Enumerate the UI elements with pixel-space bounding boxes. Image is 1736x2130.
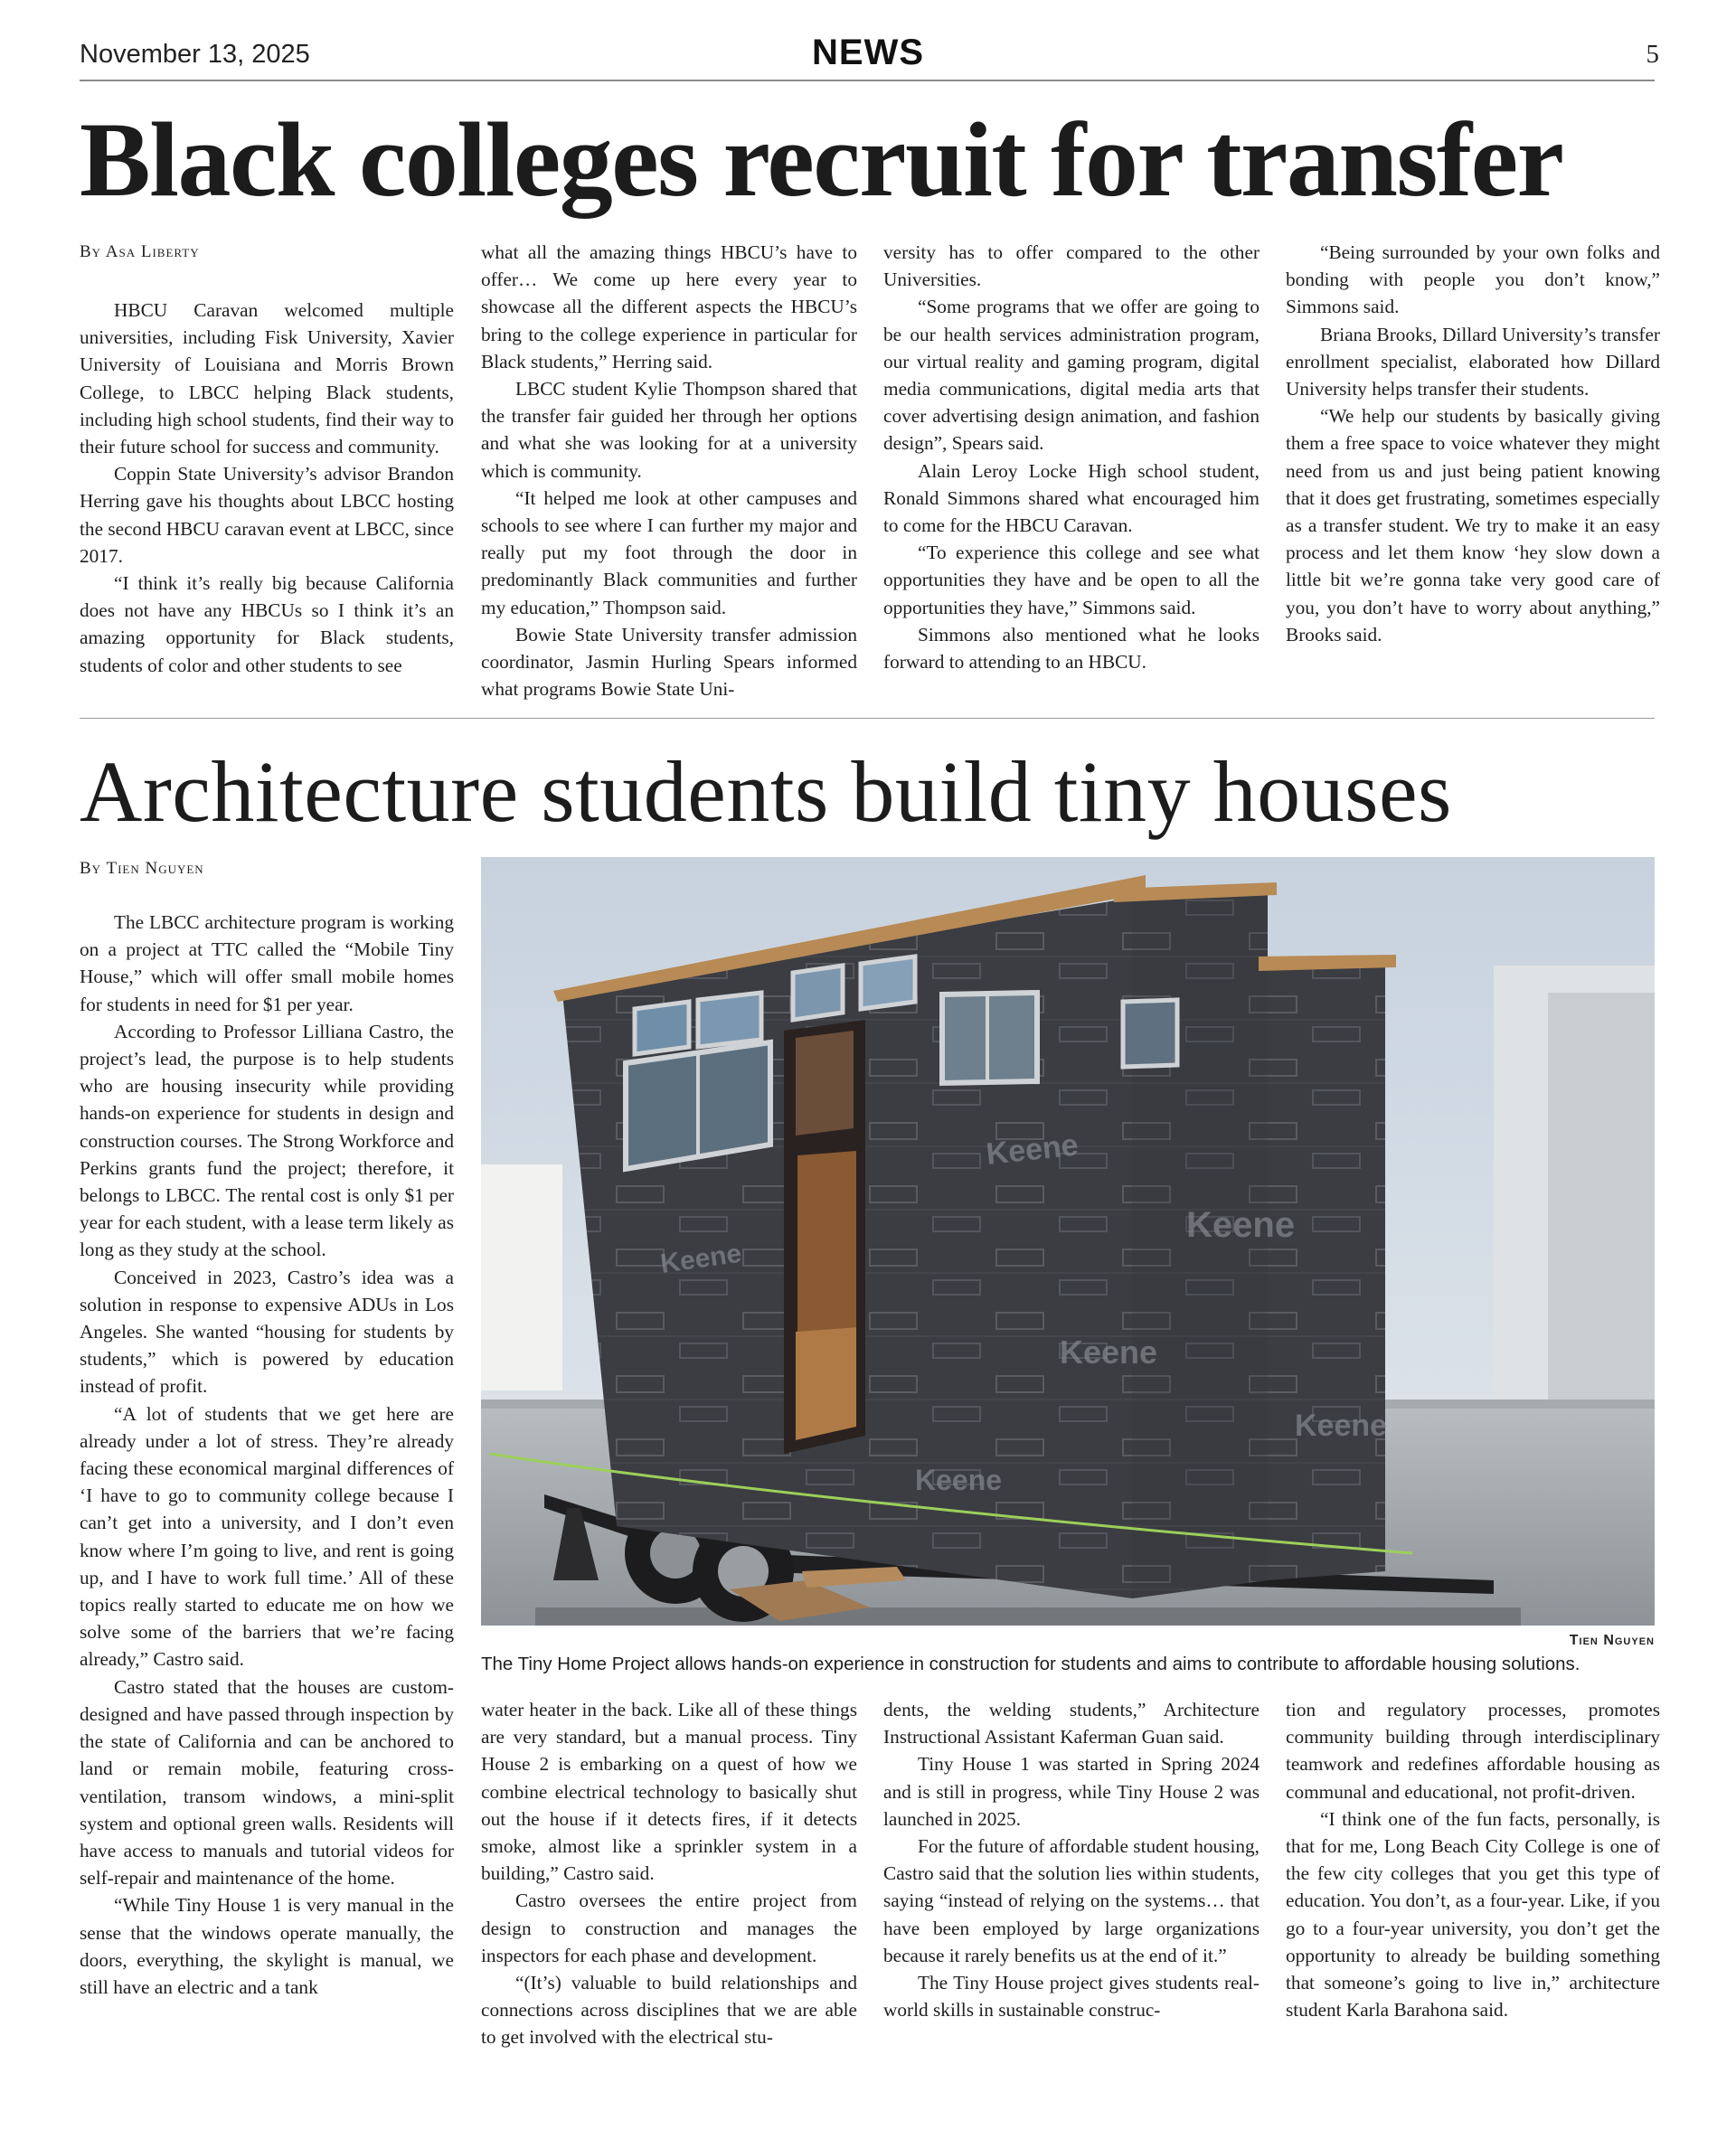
photo-credit: Tien Nguyen bbox=[1569, 1633, 1655, 1648]
paragraph: “I think one of the fun facts, personally, is that for me, Long Beach City College is one of the few city colleges that you get this type of education. You don’t, as a four-year. Like, if you go to a four-year university, you don’t get the opportunity to already be building something that someone’s going to live in,” architecture student Karla Barahona said. bbox=[1286, 1807, 1660, 2022]
paragraph: Conceived in 2023, Castro’s idea was a solution in response to expensive ADUs in Los Angeles. She wanted “housing for students by students,” which is powered by education instead of profit. bbox=[80, 1266, 454, 1398]
paragraph: The Tiny House project gives students real-world skills in sustainable construc- bbox=[883, 1972, 1260, 2022]
wrap-brand-label: Keene bbox=[1295, 1409, 1388, 1443]
wrap-brand-label: Keene bbox=[984, 1127, 1080, 1172]
paragraph: HBCU Caravan welcomed multiple universities, including Fisk University, Xavier University of Louisiana and Morris Brown College, to LBCC helping Black students, including high school students, find their way to their future school for success and community. bbox=[80, 299, 454, 458]
paragraph: Briana Brooks, Dillard University’s transfer enrollment specialist, elaborated how Dillard University helps transfer their students. bbox=[1286, 323, 1660, 401]
article2-column-2 bbox=[481, 1696, 857, 2051]
paragraph: The LBCC architecture program is working on a project at TTC called the “Mobile Tiny House,” which will offer small mobile homes for students in need for $1 per year. bbox=[80, 911, 454, 1015]
section-title: NEWS bbox=[812, 33, 924, 72]
paragraph: versity has to offer compared to the other Universities. bbox=[883, 241, 1260, 291]
paragraph: water heater in the back. Like all of these things are very standard, but a manual process. Tiny House 2 is embarking on a quest of how we combine electrical technology to basically shut out the house if it detects fires, if it detects smoke, almost like a sprinkler system in a building,” Castro said. bbox=[481, 1699, 857, 1885]
paragraph: Tiny House 1 was started in Spring 2024 and is still in progress, while Tiny House 2 was launched in 2025. bbox=[883, 1753, 1260, 1830]
paragraph: dents, the welding students,” Architecture Instructional Assistant Kaferman Guan said. bbox=[883, 1699, 1260, 1748]
wrap-brand-label: Keene bbox=[658, 1238, 744, 1279]
paragraph: LBCC student Kylie Thompson shared that the transfer fair guided her through her options and what she was looking for at a university which is community. bbox=[481, 378, 857, 482]
paragraph: Castro oversees the entire project from design to construction and manages the inspectors for each phase and development. bbox=[481, 1890, 857, 1966]
paragraph: “It helped me look at other campuses and schools to see where I can further my major and really put my foot through the door in predominantly Black communities and further my education,” Thompson said. bbox=[481, 486, 857, 618]
article1-column-4 bbox=[1286, 239, 1660, 648]
wrap-brand-label: Keene bbox=[1060, 1334, 1158, 1371]
issue-date: November 13, 2025 bbox=[80, 40, 310, 69]
paragraph: According to Professor Lilliana Castro, the project’s lead, the purpose is to help students who are housing insecurity while providing hands-on experience for students in design and construction courses. The Strong Workforce and Perkins grants fund the project; therefore, it belongs to LBCC. The rental cost is only $1 per year for each student, with a lease term likely as long as they study at the school. bbox=[80, 1020, 454, 1261]
page-number: 5 bbox=[1646, 40, 1659, 69]
paragraph: Simmons also mentioned what he looks forward to attending to an HBCU. bbox=[883, 623, 1260, 674]
paragraph: “(It’s) valuable to build relationships and connections across disciplines that we are able to get involved with the electrical stu- bbox=[481, 1972, 857, 2049]
paragraph: For the future of affordable student housing, Castro said that the solution lies within students, saying “instead of relying on the systems… that have been employed by large organizations because it rarely benefits us at the end of it.” bbox=[883, 1835, 1260, 1966]
paragraph: what all the amazing things HBCU’s have to offer… We come up here every year to showcase all the different aspects the HBCU’s bring to the college experience in particular for Black students,” Herring said. bbox=[481, 241, 857, 372]
article2-headline: Architecture students build tiny houses bbox=[80, 743, 1452, 840]
article2-column-1 bbox=[80, 909, 454, 2001]
paragraph: Castro stated that the houses are custom-designed and have passed through inspection by the state of California and can be anchored to land or remain mobile, featuring cross-ventilation, transom windows, a mini-split system and optional green walls. Residents will have access to manuals and tutorial videos for self-repair and maintenance of the home. bbox=[80, 1675, 454, 1890]
paragraph: “To experience this college and see what opportunities they have and be open to all the opportunities they have,” Simmons said. bbox=[883, 542, 1260, 618]
article2-column-3 bbox=[883, 1696, 1260, 2023]
article1-column-1 bbox=[80, 297, 454, 679]
wrap-brand-label: Keene bbox=[1186, 1205, 1296, 1245]
paragraph: tion and regulatory processes, promotes community building through interdisciplinary teamwork and redefines affordable housing as communal and educational, not profit-driven. bbox=[1286, 1699, 1660, 1803]
header-rule bbox=[80, 80, 1655, 81]
paragraph: Coppin State University’s advisor Brandon Herring gave his thoughts about LBCC hosting the second HBCU caravan event at LBCC, since 2017. bbox=[80, 463, 454, 567]
paragraph: “While Tiny House 1 is very manual in the sense that the windows operate manually, the doors, everything, the skylight is manual, we still have an electric and a tank bbox=[80, 1894, 454, 1998]
photo-caption: The Tiny Home Project allows hands-on experience in construction for students and aims to contribute to affordable housing solutions. bbox=[481, 1654, 1580, 1674]
article1-column-3 bbox=[883, 239, 1260, 675]
article1-column-2 bbox=[481, 239, 857, 702]
article1-byline: By Asa Liberty bbox=[80, 242, 200, 261]
paragraph: “Some programs that we offer are going to be our health services administration program, our virtual reality and gaming program, digital media communications, digital media arts that cover advertising design animation, and fashion design”, Spears said. bbox=[883, 296, 1260, 455]
paragraph: “A lot of students that we get here are already under a lot of stress. They’re already facing these economical marginal differences of ‘I have to go to community college because I can’t get into a university, and I don’t even know where I’m going to live, and rent is going up, and I have to work full time.’ All of these topics really started to educate me on how we solve some of the barriers that we’re facing already,” Castro said. bbox=[80, 1402, 454, 1671]
article2-column-4 bbox=[1286, 1696, 1660, 2023]
paragraph: “We help our students by basically giving them a free space to voice whatever they might need from us and just being patient knowing that it does get frustrating, sometimes especially as a transfer student. We try to make it an easy process and let them know ‘hey slow down a little bit we’re gonna take very good care of you, you don’t have to worry about anything,” Brooks said. bbox=[1286, 405, 1660, 646]
tiny-house-photo bbox=[481, 857, 1655, 1626]
paragraph: “Being surrounded by your own folks and bonding with people you don’t know,” Simmons said. bbox=[1286, 241, 1660, 318]
article1-headline: Black colleges recruit for transfer bbox=[80, 100, 1563, 219]
wrap-brand-label: Keene bbox=[915, 1464, 1003, 1496]
paragraph: Bowie State University transfer admission coordinator, Jasmin Hurling Spears informed what programs Bowie State Uni- bbox=[481, 623, 857, 701]
paragraph: Alain Leroy Locke High school student, Ronald Simmons shared what encouraged him to come for the HBCU Caravan. bbox=[883, 459, 1260, 537]
paragraph: “I think it’s really big because California does not have any HBCUs so I think it’s an amazing opportunity for Black students, students of color and other students to see bbox=[80, 572, 454, 676]
article2-byline: By Tien Nguyen bbox=[80, 859, 204, 878]
article-divider bbox=[80, 718, 1655, 719]
